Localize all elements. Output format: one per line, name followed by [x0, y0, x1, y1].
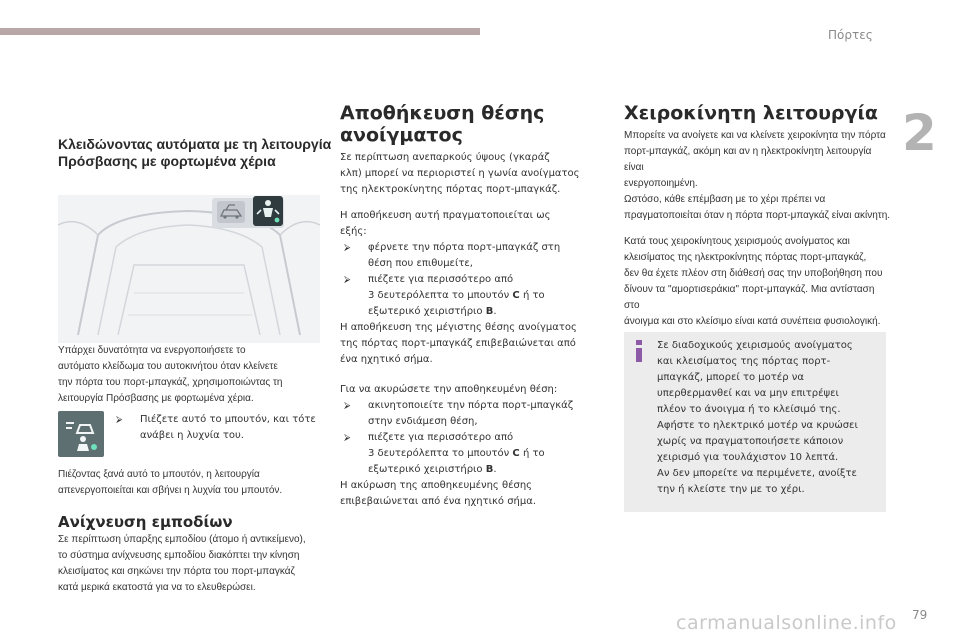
text-line: Η αποθήκευση αυτή πραγματοποιείται ως [340, 210, 551, 221]
text-line: πραγματοποιείται όταν η πόρτα πορτ-μπαγκάζ είναι ακίνητη. [624, 210, 891, 221]
col1-title [58, 136, 331, 170]
hands-free-access-button[interactable] [253, 196, 283, 226]
text-line: Ωστόσο, κάθε επέμβαση με το χέρι πρέπει να [624, 194, 826, 205]
text-line: πορτ-μπαγκάζ, ακόμη και αν η ηλεκτροκίνητη λειτουργία είναι [624, 146, 872, 173]
text-line: Κατά τους χειροκίνητους χειρισμούς ανοίγματος και [624, 236, 850, 247]
text-line: κλεισίματος της ηλεκτροκίνητης πόρτας πορτ-μπαγκάζ, [624, 252, 867, 263]
chapter-number: 2 [902, 104, 937, 162]
text-fragment: . [493, 464, 497, 475]
info-text [657, 338, 881, 498]
text-line: λειτουργία Πρόσβασης με φορτωμένα χέρια. [58, 393, 254, 404]
text-line: κατά μερικά εκατοστά για να το ελευθερώσει. [58, 582, 256, 593]
text-line: την πόρτα του πορτ-μπαγκάζ, χρησιμοποιώντας τη [58, 377, 283, 388]
text-line: χωρίς να πραγματοποιήσετε κάποιον [657, 436, 844, 447]
col2-store-steps [340, 208, 608, 368]
text-fragment: 3 δευτερόλεπτα το μπουτόν [368, 290, 510, 301]
text-line: και κλεισίματος της πόρτας πορτ- [657, 356, 831, 367]
text-line [368, 446, 608, 462]
car-tailgate-icon [217, 201, 245, 223]
button-key-label: C [512, 448, 520, 459]
info-icon [632, 340, 646, 362]
text-line: πιέζετε για περισσότερο από [368, 432, 514, 443]
text-line: Σε διαδοχικούς χειρισμούς ανοίγματος [657, 340, 853, 351]
text-fragment: εξωτερικό χειριστήριο [368, 464, 483, 475]
col3-p2 [624, 234, 892, 330]
text-line: της πόρτας πορτ-μπαγκάζ επιβεβαιώνεται από [340, 338, 576, 349]
text-line: δίνουν τα "αμορτισεράκια" πορτ-μπαγκάζ. Μια αντίσταση στο [624, 284, 875, 311]
text-line: μπαγκάζ, μπορεί το μοτέρ να [657, 372, 804, 383]
text-line: πλέον το άνοιγμα ή το κλείσιμό της. [657, 404, 841, 415]
col1-title-line1: Κλειδώνοντας αυτόματα με τη λειτουργία [58, 136, 332, 152]
obstacle-text [58, 532, 320, 596]
text-line: χειρισμό για τουλάχιστον 10 λεπτά. [657, 452, 839, 463]
text-line: το σύστημα ανίχνευσης εμποδίου διακόπτει την κίνηση [58, 550, 300, 561]
text-line: στην ενδιάμεση θέση, [368, 416, 478, 427]
hands-free-button-picture [58, 411, 104, 457]
text-fragment: ή το [522, 448, 545, 459]
col2-p1 [340, 150, 608, 198]
button-key-label: C [512, 290, 520, 301]
text-line: Η ακύρωση της αποθηκευμένης θέσης [340, 480, 533, 491]
col3-p1 [624, 128, 892, 224]
text-line: Πιέζετε αυτό το μπουτόν, και τότε [140, 414, 316, 425]
text-line: εξής: [340, 226, 367, 237]
col1-after [58, 467, 320, 499]
col1-title-line2: Πρόσβασης με φορτωμένα χέρια [58, 153, 276, 169]
bullet-arrow-icon: ⮚ [344, 243, 351, 253]
text-fragment: . [493, 306, 497, 317]
button-key-label: B [485, 306, 494, 317]
text-line: υπερθερμανθεί και να μην επιτρέψει [657, 388, 839, 399]
text-line: θέση που επιθυμείτε, [368, 258, 473, 269]
text-line: αυτόματο κλείδωμα του αυτοκινήτου όταν κλείνετε [58, 361, 278, 372]
bullet-arrow-icon: ⮚ [344, 275, 351, 285]
button-key-label: B [485, 464, 494, 475]
text-line: ακινητοποιείτε την πόρτα πορτ-μπαγκάζ [368, 400, 574, 411]
text-line: φέρνετε την πόρτα πορτ-μπαγκάζ στη [368, 242, 561, 253]
text-line: Σε περίπτωση ανεπαρκούς ύψους (γκαράζ [340, 152, 550, 163]
text-line: Πιέζοντας ξανά αυτό το μπουτόν, η λειτουργία [58, 469, 260, 480]
text-line: κλπ) μπορεί να περιοριστεί η γωνία ανοίγματος [340, 168, 580, 179]
text-line: Η αποθήκευση της μέγιστης θέσης ανοίγματος [340, 322, 577, 333]
col1-bullet [112, 412, 320, 444]
text-fragment: 3 δευτερόλεπτα το μπουτόν [368, 448, 510, 459]
text-line: Για να ακυρώσετε την αποθηκευμένη θέση: [340, 384, 558, 395]
hands-full-icon [58, 411, 104, 457]
bullet-arrow-icon: ⮚ [344, 401, 351, 411]
col2-cancel-steps [340, 382, 608, 510]
text-line: άνοιγμα και στο κλείσιμο είναι κατά συνέπεια φυσιολογική. [624, 316, 881, 327]
text-line: πιέζετε για περισσότερο από [368, 274, 514, 285]
col1-intro [58, 343, 320, 407]
col2-title [340, 102, 544, 146]
page-number: 79 [912, 608, 928, 622]
hands-full-icon [253, 196, 283, 226]
text-line: Αν δεν μπορείτε να περιμένετε, ανοίξτε [657, 468, 857, 479]
text-line: ενεργοποιημένη. [624, 178, 698, 189]
col2-title-line2: ανοίγματος [340, 124, 463, 146]
col2-title-line1: Αποθήκευση θέσης [340, 102, 545, 124]
obstacle-title: Ανίχνευση εμποδίων [58, 513, 233, 531]
text-line: επιβεβαιώνεται από ένα ηχητικό σήμα. [340, 496, 537, 507]
watermark: carmanualsonline.info [676, 612, 897, 634]
bullet-item [340, 272, 608, 320]
col3-title: Χειροκίνητη λειτουργία [624, 102, 878, 124]
text-line: Μπορείτε να ανοίγετε και να κλείνετε χειροκίνητα την πόρτα [624, 130, 886, 141]
bullet-item [112, 412, 320, 444]
text-line: ένα ηχητικό σήμα. [340, 354, 433, 365]
bullet-item [340, 398, 608, 430]
bullet-arrow-icon: ⮚ [116, 415, 123, 425]
header-accent-bar [0, 28, 480, 35]
text-fragment: ή το [522, 290, 545, 301]
text-line: ανάβει η λυχνία του. [140, 430, 244, 441]
bullet-arrow-icon: ⮚ [344, 433, 351, 443]
text-line: Αφήστε το ηλεκτρικό μοτέρ να κρυώσει [657, 420, 858, 431]
bullet-item [340, 240, 608, 272]
text-line [368, 462, 608, 478]
text-line: Υπάρχει δυνατότητα να ενεργοποιήσετε το [58, 345, 246, 356]
text-line: δεν θα έχετε πλέον στη διάθεσή σας την υποβοήθηση που [624, 268, 883, 279]
text-line: κλεισίματος και σηκώνει την πόρτα του πορτ-μπαγκάζ [58, 566, 295, 577]
text-line: απενεργοποιείται και σβήνει η λυχνία του μπουτόν. [58, 485, 283, 496]
text-line: της ηλεκτροκίνητης πόρτας πορτ-μπαγκάζ. [340, 184, 561, 195]
text-fragment: εξωτερικό χειριστήριο [368, 306, 483, 317]
bullet-item [340, 430, 608, 478]
text-line [368, 304, 608, 320]
text-line [368, 288, 608, 304]
section-label: Πόρτες [828, 28, 873, 42]
tailgate-open-button[interactable] [217, 201, 245, 223]
text-line: Σε περίπτωση ύπαρξης εμποδίου (άτομο ή αντικείμενο), [58, 534, 306, 545]
text-line: την ή κλείστε την με το χέρι. [657, 484, 805, 495]
